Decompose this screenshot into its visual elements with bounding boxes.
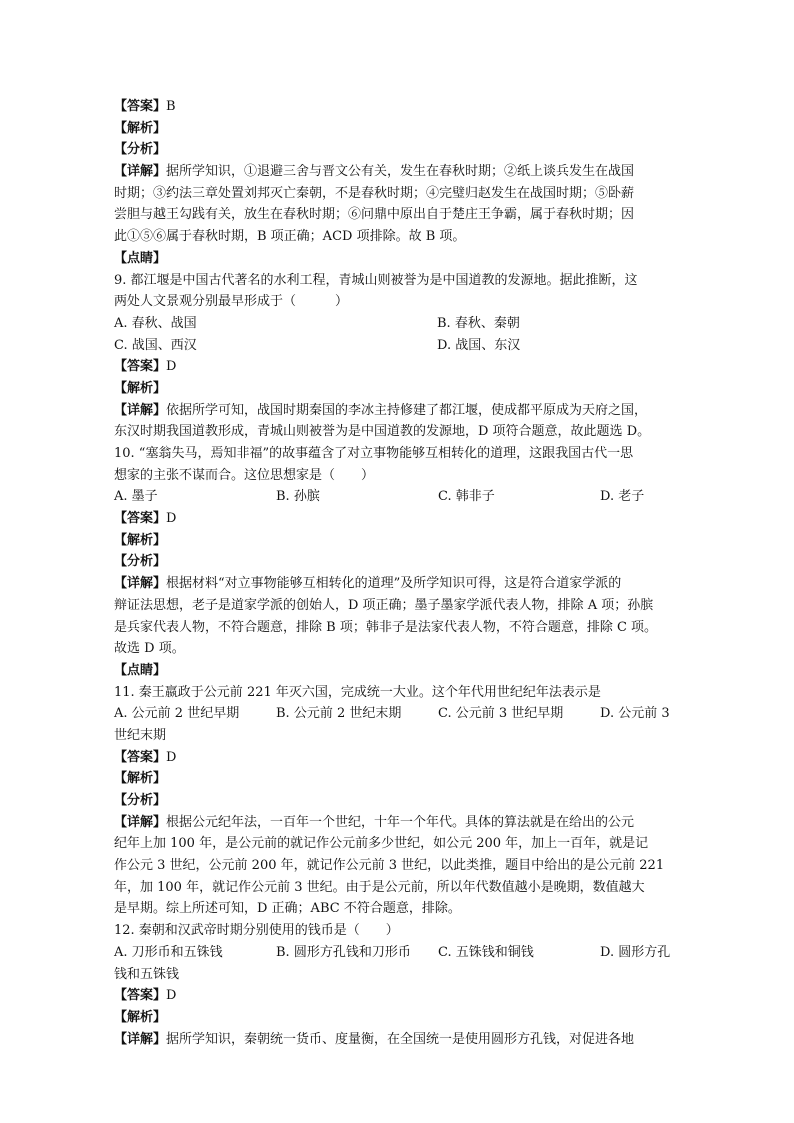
explanation-text: 此①⑤⑥属于春秋时期，B 项正确；ACD 项排除。故 B 项。 [114,229,466,245]
label-tag: 【解析】 [114,1009,167,1025]
answer-option: C. 韩非子 [438,489,495,505]
explanation-line [114,204,684,226]
explanation-line [114,1029,684,1051]
answer-options [114,703,684,725]
label-tag: 【答案】 [114,988,167,1004]
label-value: D [166,359,177,375]
explanation-text: 依据所学可知，战国时期秦国的李冰主持修建了都江堰，使成都平原成为天府之国， [166,402,648,418]
label-tag: 【详解】 [114,402,167,418]
label-tag: 【详解】 [114,576,167,592]
answer-option: B. 孙膑 [276,489,320,505]
explanation-line [114,877,684,899]
label-tag: 【分析】 [114,142,167,158]
explanation-line [114,638,684,660]
explanation-text: 据所学知识，秦朝统一货币、度量衡，在全国统一是使用圆形方孔钱，对促进各地 [166,1031,635,1047]
answer-option: A. 公元前 2 世纪早期 [114,706,240,722]
label-tag: 【点睛】 [114,662,167,678]
question-stem: 两处人文景观分别最早形成于（ ） [114,294,349,310]
label-tag: 【解析】 [114,120,167,136]
answer-option: A. 墨子 [114,489,158,505]
explanation-line [114,161,684,183]
answer-option: A. 刀形币和五铢钱 [114,944,223,960]
explanation-text: 根据材料“对立事物能够互相转化的道理”及所学知识可得，这是符合道家学派的 [166,576,622,592]
answer-option: A. 春秋、战国 [114,315,197,331]
label-value: D [166,988,177,1004]
section-label [114,747,684,769]
answer-options [114,942,684,964]
explanation-text: 根据公元纪年法，一百年一个世纪，十年一个年代。具体的算法就是在给出的公元 [166,814,635,830]
explanation-line [114,183,684,205]
answer-options [114,486,684,508]
section-label [114,790,684,812]
section-label [114,118,684,140]
explanation-line [114,812,684,834]
explanation-line [114,400,684,422]
label-tag: 【解析】 [114,532,167,548]
section-label [114,356,684,378]
explanation-line [114,226,684,248]
answer-option: B. 圆形方孔钱和刀形币 [276,944,411,960]
section-label [114,139,684,161]
explanation-text: 据所学知识，①退避三舍与晋文公有关，发生在春秋时期；②纸上谈兵发生在战国 [166,164,635,180]
explanation-line [114,573,684,595]
section-label [114,508,684,530]
section-label [114,378,684,400]
explanation-line [114,595,684,617]
explanation-text: 年，加 100 年，就记作公元前 3 世纪。由于是公元前，所以年代数值越小是晚期，数值越大 [114,879,645,895]
answer-options [114,335,684,357]
answer-option: C. 五铢钱和铜钱 [438,944,534,960]
answer-option: C. 公元前 3 世纪早期 [438,706,564,722]
label-value: D [166,511,177,527]
label-tag: 【分析】 [114,793,167,808]
question-stem: 12. 秦朝和汉武帝时期分别使用的钱币是（ ） [114,923,399,939]
label-tag: 【详解】 [114,814,167,830]
explanation-text: 东汉时期我国道教形成，青城山则被誉为是中国道教的发源地，D 项符合题意，故此题选 D。 [114,424,651,440]
option-continuation: 世纪末期 [114,727,167,743]
label-tag: 【解析】 [114,380,167,396]
label-tag: 【详解】 [114,1031,167,1047]
document-page [114,96,684,1050]
answer-options [114,313,684,335]
label-value: B [166,99,176,114]
explanation-text: 故选 D 项。 [114,641,185,657]
answer-option: B. 春秋、秦朝 [437,315,520,331]
section-label [114,1007,684,1029]
question-stem: 想家的主张不谋而合。这位思想家是（ ） [114,467,375,483]
label-tag: 【答案】 [114,511,167,527]
explanation-line [114,421,684,443]
section-label [114,985,684,1007]
explanation-text: 辩证法思想，老子是道家学派的创始人，D 项正确；墨子墨家学派代表人物，排除 A 项；孙膑 [114,597,654,613]
answer-option: D. 圆形方孔 [600,944,671,960]
section-label [114,660,684,682]
answer-option: D. 老子 [600,489,645,505]
section-label [114,96,684,118]
explanation-text: 是兵家代表人物，不符合题意，排除 B 项；韩非子是法家代表人物，不符合题意，排除 C 项。 [114,619,658,635]
explanation-text: 作公元 3 世纪，公元前 200 年，就记作公元前 3 世纪，以此类推，题目中给出的是公元前 221 [114,858,665,874]
option-continuation: 钱和五铢钱 [114,966,180,982]
explanation-line [114,855,684,877]
explanation-line [114,617,684,639]
answer-option: C. 战国、西汉 [114,337,197,353]
answer-option: B. 公元前 2 世纪末期 [276,706,402,722]
label-tag: 【详解】 [114,164,167,180]
answer-option: D. 战国、东汉 [437,337,521,353]
explanation-text: 是早期。综上所述可知，D 正确；ABC 不符合题意，排除。 [114,901,461,917]
section-label [114,551,684,573]
label-tag: 【点睛】 [114,250,167,266]
answer-option: D. 公元前 3 [600,706,670,722]
explanation-line [114,833,684,855]
question-stem: 10. “塞翁失马，焉知非福”的故事蕴含了对立事物能够互相转化的道理，这跟我国古代一思 [114,446,634,461]
question-stem: 9. 都江堰是中国古代著名的水利工程，青城山则被誉为是中国道教的发源地。据此推断，这 [114,272,638,288]
explanation-text: 尝胆与越王勾践有关，放生在春秋时期；⑥问鼎中原出自于楚庄王争霸，属于春秋时期；因 [114,207,635,223]
explanation-text: 时期；③约法三章处置刘邦灭亡秦朝，不是春秋时期；④完璧归赵发生在战国时期；⑤卧薪 [114,185,635,201]
label-tag: 【解析】 [114,771,167,787]
section-label [114,248,684,270]
question-stem: 11. 秦王嬴政于公元前 221 年灭六国，完成统一大业。这个年代用世纪纪年法表示是 [114,684,601,700]
explanation-line [114,898,684,920]
label-tag: 【分析】 [114,554,167,570]
label-tag: 【答案】 [114,749,167,765]
section-label [114,530,684,552]
explanation-text: 纪年上加 100 年，是公元前的就记作公元前多少世纪，如公元 200 年，加上一百年，就是记 [114,836,649,852]
label-tag: 【答案】 [114,99,167,114]
section-label [114,768,684,790]
label-tag: 【答案】 [114,359,167,375]
label-value: D [166,749,177,765]
